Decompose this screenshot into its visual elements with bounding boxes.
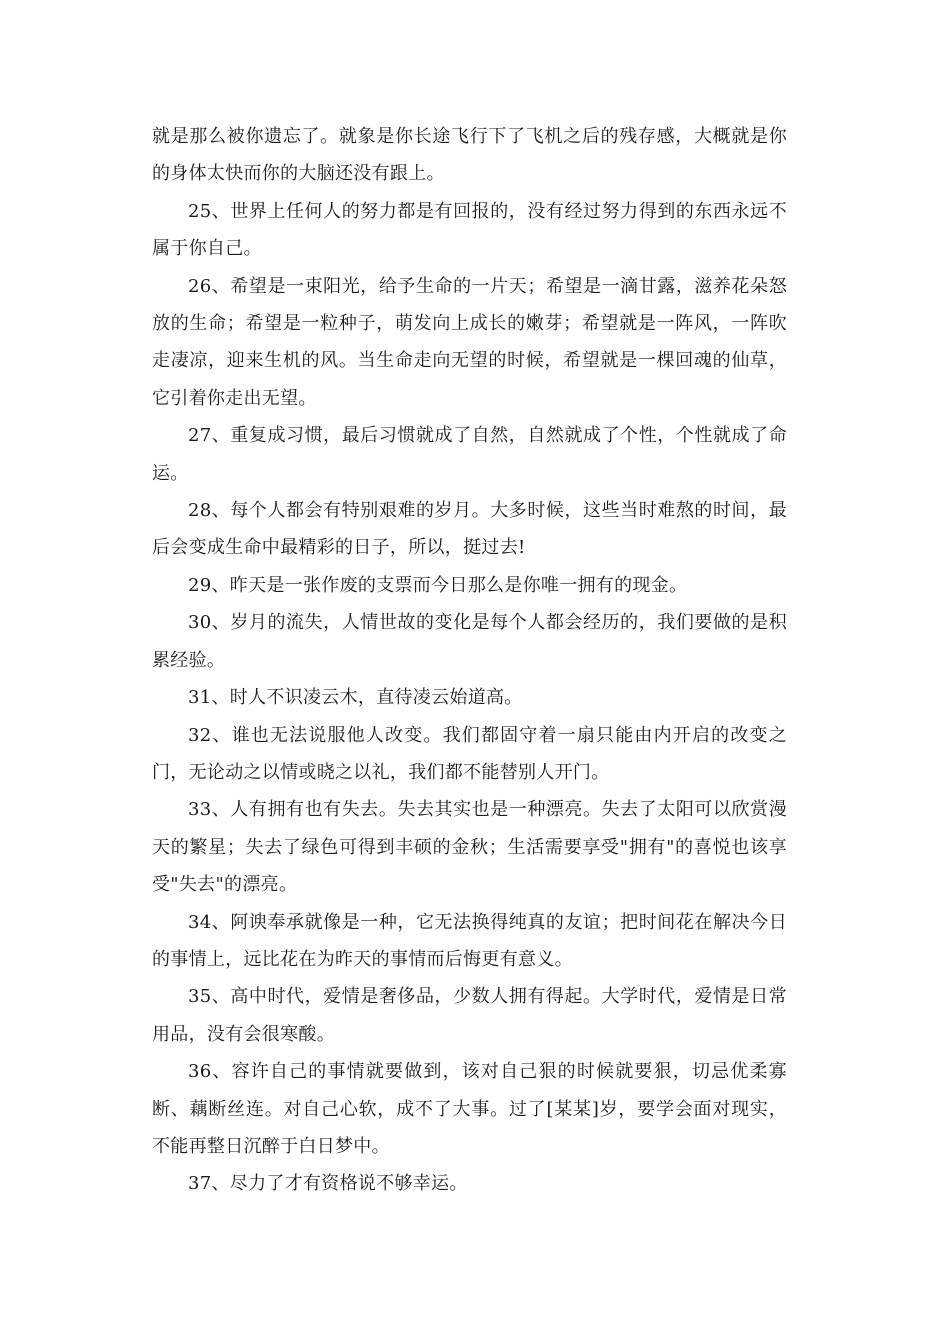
paragraph-item-25: 25、世界上任何人的努力都是有回报的，没有经过努力得到的东西永远不属于你自己。 bbox=[152, 200, 787, 260]
paragraph-item-26: 26、希望是一束阳光，给予生命的一片天；希望是一滴甘露，滋养花朵怒放的生命；希望是一粒种子，萌发向上成长的嫩芽；希望就是一阵风，一阵吹走凄凉，迎来生机的风。当生命走向无望的时候，希望就是一棵回魂的仙草，它引着你走出无望。 bbox=[152, 275, 787, 409]
paragraph-item-28: 28、每个人都会有特别艰难的岁月。大多时候，这些当时难熬的时间，最后会变成生命中最精彩的日子，所以，挺过去! bbox=[152, 500, 787, 559]
paragraph-item-29: 29、昨天是一张作废的支票而今日那么是你唯一拥有的现金。 bbox=[188, 574, 688, 596]
paragraph-item-30: 30、岁月的流失，人情世故的变化是每个人都会经历的，我们要做的是积累经验。 bbox=[152, 612, 787, 671]
paragraph-item-35: 35、高中时代，爱情是奢侈品，少数人拥有得起。大学时代，爱情是日常用品，没有会很寒酸。 bbox=[152, 986, 787, 1045]
paragraph-item-37: 37、尽力了才有资格说不够幸运。 bbox=[188, 1173, 468, 1195]
paragraph-item-36: 36、容许自己的事情就要做到，该对自己狠的时候就要狠，切忌优柔寡断、藕断丝连。对自己心软，成不了大事。过了[某某]岁，要学会面对现实，不能再整日沉醉于白日梦中。 bbox=[152, 1061, 787, 1157]
paragraph-item-31: 31、时人不识凌云木，直待凌云始道高。 bbox=[188, 687, 523, 709]
paragraph-item-34: 34、阿谀奉承就像是一种，它无法换得纯真的友谊；把时间花在解决今日的事情上，远比花在为昨天的事情而后悔更有意义。 bbox=[152, 911, 787, 970]
paragraph-item-27: 27、重复成习惯，最后习惯就成了自然，自然就成了个性，个性就成了命运。 bbox=[152, 425, 787, 484]
paragraph-continuation: 就是那么被你遗忘了。就象是你长途飞行下了飞机之后的残存感，大概就是你的身体太快而你的大脑还没有跟上。 bbox=[152, 126, 787, 185]
paragraph-item-32: 32、谁也无法说服他人改变。我们都固守着一扇只能由内开启的改变之门，无论动之以情或晓之以礼，我们都不能替别人开门。 bbox=[152, 724, 787, 783]
paragraph-item-33: 33、人有拥有也有失去。失去其实也是一种漂亮。失去了太阳可以欣赏漫天的繁星；失去了绿色可得到丰硕的金秋；生活需要享受"拥有"的喜悦也该享受"失去"的漂亮。 bbox=[152, 799, 787, 896]
document-body bbox=[152, 118, 787, 1203]
